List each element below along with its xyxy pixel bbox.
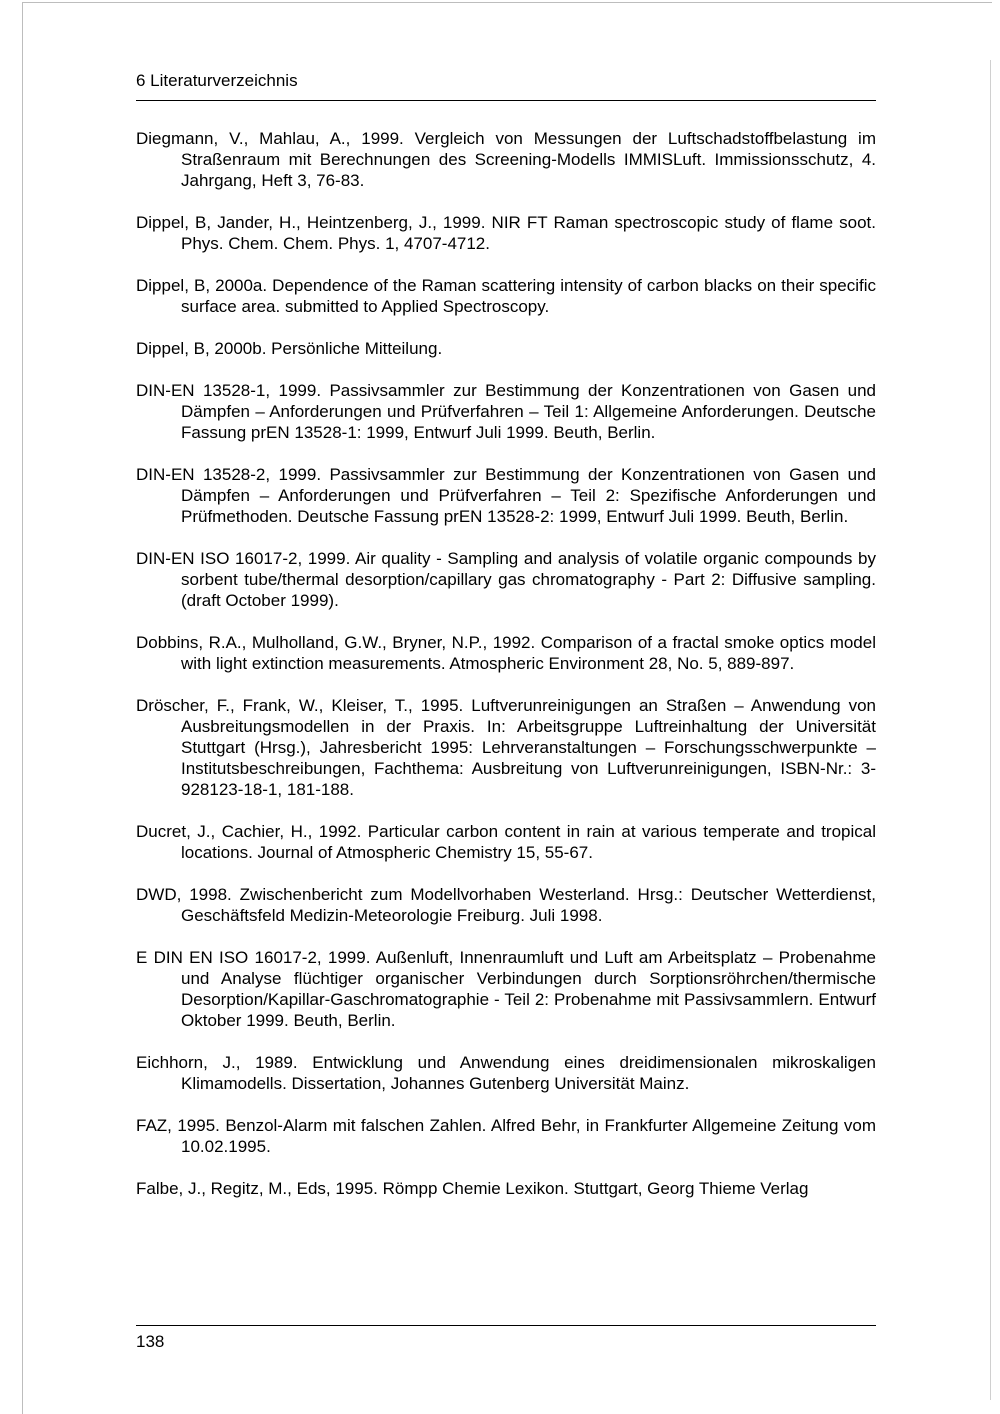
reference-entry: Dippel, B, Jander, H., Heintzenberg, J., 1999. NIR FT Raman spectroscopic study of flame soot. Phys. Chem. Chem. Phys. 1, 4707-4712. <box>136 213 876 253</box>
reference-entry: Dröscher, F., Frank, W., Kleiser, T., 1995. Luftverunreinigungen an Straßen – Anwendung von Ausbreitungsmodellen in der Praxis. In: Arbeitsgruppe Luftreinhaltung der Universität Stuttgart (Hrsg.), Jahresbericht 1995: Lehrveranstaltungen – Forschungsschwerpunkte – Institutsbeschreibungen, Fachthema: Ausbreitung von Luftverunreinigungen, ISBN-Nr.: 3-928123-18-1, 181-188. <box>136 696 876 799</box>
footer-rule <box>136 1325 876 1326</box>
reference-entry: Falbe, J., Regitz, M., Eds, 1995. Römpp Chemie Lexikon. Stuttgart, Georg Thieme Verlag <box>136 1179 809 1198</box>
scan-border-right <box>990 60 991 1400</box>
running-header: 6 Literaturverzeichnis <box>136 71 298 90</box>
scan-border-left <box>22 2 23 1414</box>
reference-entry: DIN-EN ISO 16017-2, 1999. Air quality - Sampling and analysis of volatile organic compounds by sorbent tube/thermal desorption/capillary gas chromatography - Part 2: Diffusive sampling. (draft October 1999). <box>136 549 876 610</box>
scan-border-top <box>22 2 992 3</box>
reference-entry: DIN-EN 13528-1, 1999. Passivsammler zur Bestimmung der Konzentrationen von Gasen und Dämpfen – Anforderungen und Prüfverfahren – Teil 1: Allgemeine Anforderungen. Deutsche Fassung prEN 13528-1: 1999, Entwurf Juli 1999. Beuth, Berlin. <box>136 381 876 442</box>
reference-entry: Dobbins, R.A., Mulholland, G.W., Bryner, N.P., 1992. Comparison of a fractal smoke optics model with light extinction measurements. Atmospheric Environment 28, No. 5, 889-897. <box>136 633 876 673</box>
page-number: 138 <box>136 1332 165 1351</box>
reference-entry: DIN-EN 13528-2, 1999. Passivsammler zur Bestimmung der Konzentrationen von Gasen und Dämpfen – Anforderungen und Prüfverfahren – Teil 2: Spezifische Anforderungen und Prüfmethoden. Deutsche Fassung prEN 13528-2: 1999, Entwurf Juli 1999. Beuth, Berlin. <box>136 465 876 526</box>
reference-entry: E DIN EN ISO 16017-2, 1999. Außenluft, Innenraumluft und Luft am Arbeitsplatz – Probenahme und Analyse flüchtiger organischer Verbindungen durch Sorptionsröhrchen/thermische Desorption/Kapillar-Gaschromatographie - Teil 2: Probenahme mit Passivsammlern. Entwurf Oktober 1999. Beuth, Berlin. <box>136 948 876 1030</box>
reference-entry: FAZ, 1995. Benzol-Alarm mit falschen Zahlen. Alfred Behr, in Frankfurter Allgemeine Zeitung vom 10.02.1995. <box>136 1116 876 1156</box>
reference-entry: Ducret, J., Cachier, H., 1992. Particular carbon content in rain at various temperate and tropical locations. Journal of Atmospheric Chemistry 15, 55-67. <box>136 822 876 862</box>
reference-entry: Eichhorn, J., 1989. Entwicklung und Anwendung eines dreidimensionalen mikroskaligen Klimamodells. Dissertation, Johannes Gutenberg Universität Mainz. <box>136 1053 876 1093</box>
reference-entry: Diegmann, V., Mahlau, A., 1999. Vergleich von Messungen der Luftschadstoffbelastung im Straßenraum mit Berechnungen des Screening-Modells IMMISLuft. Immissionsschutz, 4. Jahrgang, Heft 3, 76-83. <box>136 129 876 190</box>
reference-entry: Dippel, B, 2000a. Dependence of the Raman scattering intensity of carbon blacks on their specific surface area. submitted to Applied Spectroscopy. <box>136 276 876 316</box>
header-rule <box>136 100 876 101</box>
reference-entry: Dippel, B, 2000b. Persönliche Mitteilung. <box>136 339 443 358</box>
reference-entry: DWD, 1998. Zwischenbericht zum Modellvorhaben Westerland. Hrsg.: Deutscher Wetterdienst, Geschäftsfeld Medizin-Meteorologie Freiburg. Juli 1998. <box>136 885 876 925</box>
reference-list <box>136 128 876 1220</box>
